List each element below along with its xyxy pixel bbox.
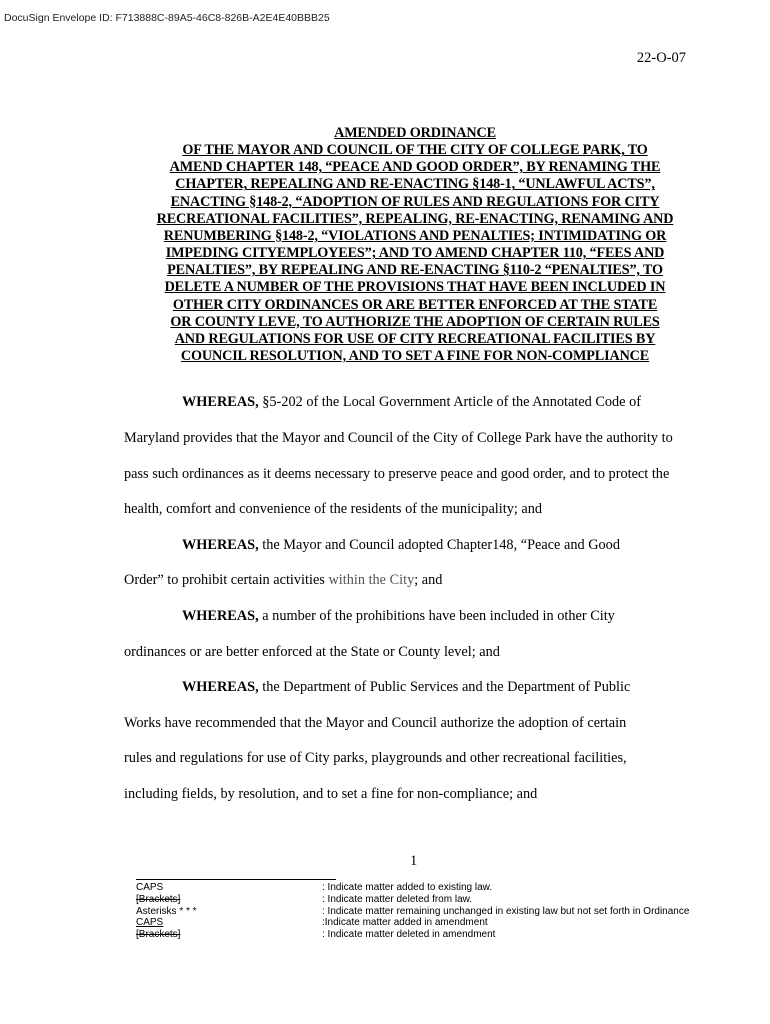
legend-key: CAPS	[136, 917, 164, 929]
title-line: OR COUNTY LEVE, TO AUTHORIZE THE ADOPTION OF CERTAIN RULES	[170, 313, 660, 330]
legend-row	[136, 882, 736, 894]
paragraph-line: Maryland provides that the Mayor and Council of the City of College Park have the authority to	[124, 430, 673, 446]
paragraph-line: WHEREAS, the Mayor and Council adopted Chapter148, “Peace and Good	[182, 537, 620, 553]
title-line: RECREATIONAL FACILITIES”, REPEALING, RE-ENACTING, RENAMING AND	[156, 210, 674, 227]
paragraph-line: Order” to prohibit certain activities within the City; and	[124, 572, 443, 588]
legend-row	[136, 906, 736, 918]
title-line: RENUMBERING §148-2, “VIOLATIONS AND PENALTIES; INTIMIDATING OR	[163, 227, 667, 244]
whereas-lead: WHEREAS,	[182, 394, 259, 410]
legend-description: : Indicate matter deleted from law.	[322, 893, 473, 905]
paragraph-line: WHEREAS, §5-202 of the Local Government Article of the Annotated Code of	[182, 394, 642, 410]
envelope-id: DocuSign Envelope ID: F713888C-89A5-46C8-826B-A2E4E40BBB25	[4, 12, 330, 24]
footnote-divider	[136, 879, 336, 880]
legend-description: : Indicate matter deleted in amendment	[322, 929, 496, 941]
markup-legend	[136, 882, 736, 941]
paragraph-line: pass such ordinances as it deems necessary to preserve peace and good order, and to protect the	[124, 466, 670, 482]
page-number: 1	[410, 853, 418, 869]
paragraph-line: WHEREAS, a number of the prohibitions have been included in other City	[182, 608, 615, 624]
legend-key: [Brackets]	[136, 929, 181, 941]
document-number: 22-O-07	[636, 50, 686, 66]
title-line: ENACTING §148-2, “ADOPTION OF RULES AND REGULATIONS FOR CITY	[170, 193, 660, 210]
paragraph-line: health, comfort and convenience of the residents of the municipality; and	[124, 501, 543, 517]
whereas-lead: WHEREAS,	[182, 679, 259, 695]
paragraph-line: Works have recommended that the Mayor and Council authorize the adoption of certain	[124, 715, 627, 731]
title-line: AMENDED ORDINANCE	[334, 125, 496, 141]
legend-row	[136, 929, 736, 941]
legend-row	[136, 894, 736, 906]
paragraph-line: WHEREAS, the Department of Public Services and the Department of Public	[182, 679, 631, 695]
title-line: COUNCIL RESOLUTION, AND TO SET A FINE FOR NON-COMPLIANCE	[180, 348, 650, 365]
title-line: CHAPTER, REPEALING AND RE-ENACTING §148-1, “UNLAWFUL ACTS”,	[175, 176, 655, 193]
legend-key: [Brackets]	[136, 893, 181, 905]
legend-key: CAPS	[136, 882, 164, 893]
whereas-lead: WHEREAS,	[182, 608, 259, 624]
legend-key: Asterisks * * *	[136, 905, 197, 917]
legend-row	[136, 917, 736, 929]
legend-description: : Indicate matter added to existing law.	[322, 882, 493, 893]
legend-description: :Indicate matter added in amendment	[322, 917, 488, 929]
legend-description: : Indicate matter remaining unchanged in existing law but not set forth in Ordinance	[322, 905, 690, 917]
whereas-lead: WHEREAS,	[182, 537, 259, 553]
title-line: AND REGULATIONS FOR USE OF CITY RECREATIONAL FACILITIES BY	[174, 330, 656, 347]
title-line: PENALTIES”, BY REPEALING AND RE-ENACTING §110-2 “PENALTIES”, TO	[167, 262, 663, 279]
paragraph-line: rules and regulations for use of City parks, playgrounds and other recreational facilities,	[124, 750, 627, 766]
ordinance-title	[126, 125, 704, 365]
paragraph-line: ordinances or are better enforced at the State or County level; and	[124, 644, 500, 660]
paragraph-line: including fields, by resolution, and to set a fine for non-compliance; and	[124, 786, 538, 802]
title-line: OTHER CITY ORDINANCES OR ARE BETTER ENFORCED AT THE STATE	[172, 296, 658, 313]
title-line: AMEND CHAPTER 148, “PEACE AND GOOD ORDER”, BY RENAMING THE	[169, 159, 661, 176]
title-line: DELETE A NUMBER OF THE PROVISIONS THAT HAVE BEEN INCLUDED IN	[164, 279, 666, 296]
title-line: OF THE MAYOR AND COUNCIL OF THE CITY OF COLLEGE PARK, TO	[182, 142, 648, 159]
title-line: IMPEDING CITYEMPLOYEES”; AND TO AMEND CHAPTER 110, “FEES AND	[165, 245, 665, 262]
